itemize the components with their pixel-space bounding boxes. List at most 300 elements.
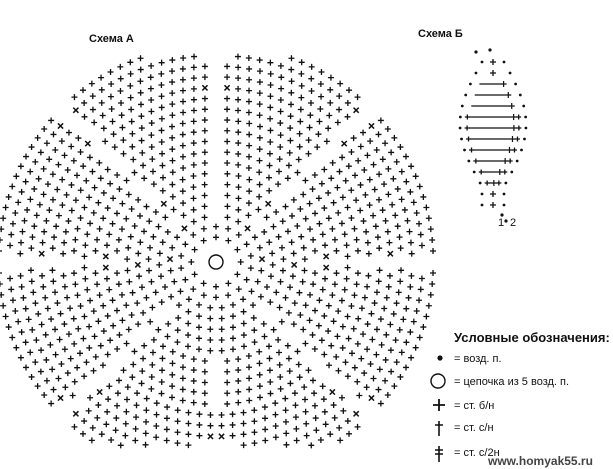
single-crochet-symbol xyxy=(308,76,314,82)
single-crochet-symbol xyxy=(345,418,351,424)
single-crochet-symbol xyxy=(224,379,230,385)
single-crochet-symbol xyxy=(235,97,241,103)
single-crochet-symbol xyxy=(143,419,149,425)
single-crochet-symbol xyxy=(391,135,397,141)
single-crochet-symbol xyxy=(148,63,154,69)
single-crochet-symbol xyxy=(159,379,165,385)
scheme-b-title: Схема Б xyxy=(418,28,463,40)
single-crochet-symbol xyxy=(0,292,4,298)
single-crochet-symbol xyxy=(246,386,252,392)
chain-dot-symbol xyxy=(481,61,484,64)
single-crochet-symbol xyxy=(307,292,313,298)
single-crochet-symbol xyxy=(230,433,236,439)
single-crochet-symbol xyxy=(280,268,286,274)
single-crochet-symbol xyxy=(169,68,175,74)
single-crochet-symbol xyxy=(54,187,60,193)
scheme-a xyxy=(0,33,436,448)
single-crochet-symbol xyxy=(278,108,284,114)
single-crochet-symbol xyxy=(408,163,414,169)
single-crochet-symbol xyxy=(176,302,182,308)
single-crochet-symbol xyxy=(188,259,194,265)
increase-symbol xyxy=(161,201,166,206)
single-crochet-symbol xyxy=(372,187,378,193)
single-crochet-symbol xyxy=(257,90,263,96)
single-crochet-symbol xyxy=(365,321,371,327)
single-crochet-symbol xyxy=(292,402,298,408)
single-crochet-symbol xyxy=(202,192,208,198)
single-crochet-symbol xyxy=(304,433,310,439)
single-crochet-symbol xyxy=(170,349,176,355)
single-crochet-symbol xyxy=(258,294,264,300)
single-crochet-symbol xyxy=(418,286,424,292)
single-crochet-symbol xyxy=(9,334,15,340)
single-crochet-symbol xyxy=(129,312,135,318)
single-crochet-symbol xyxy=(272,412,278,418)
single-crochet-symbol xyxy=(257,146,263,152)
single-crochet-symbol xyxy=(41,392,47,398)
single-crochet-symbol xyxy=(116,332,122,338)
single-crochet-symbol xyxy=(307,226,313,232)
single-crochet-symbol xyxy=(280,256,286,262)
single-crochet-symbol xyxy=(191,378,197,384)
single-crochet-symbol xyxy=(202,139,208,145)
single-crochet-symbol xyxy=(371,162,377,168)
single-crochet-symbol xyxy=(175,327,181,333)
single-crochet-symbol xyxy=(143,204,149,210)
single-crochet-symbol xyxy=(71,424,77,430)
single-crochet-symbol xyxy=(62,284,68,290)
single-crochet-symbol xyxy=(158,273,164,279)
single-crochet-symbol xyxy=(277,156,283,162)
single-crochet-symbol xyxy=(257,182,263,188)
single-crochet-symbol xyxy=(86,408,92,414)
single-crochet-symbol xyxy=(174,234,180,240)
single-crochet-symbol xyxy=(315,131,321,137)
single-crochet-symbol xyxy=(235,118,241,124)
single-crochet-symbol xyxy=(322,242,328,248)
single-crochet-symbol xyxy=(146,218,152,224)
single-crochet-symbol xyxy=(408,240,414,246)
single-crochet-symbol xyxy=(257,135,263,141)
single-crochet-symbol xyxy=(374,289,380,295)
single-crochet-symbol xyxy=(91,368,97,374)
single-crochet-symbol xyxy=(175,429,181,435)
single-crochet-symbol xyxy=(429,281,435,287)
row-number-2: 2 xyxy=(510,217,517,229)
single-crochet-symbol xyxy=(257,372,263,378)
single-crochet-symbol xyxy=(382,140,388,146)
single-crochet-symbol xyxy=(267,299,273,305)
single-crochet-symbol xyxy=(397,144,403,150)
single-crochet-symbol xyxy=(180,364,186,370)
single-crochet-symbol xyxy=(310,377,316,383)
single-crochet-symbol xyxy=(273,289,279,295)
single-crochet-symbol xyxy=(180,397,186,403)
single-crochet-symbol xyxy=(114,270,120,276)
single-crochet-symbol xyxy=(201,292,207,298)
single-crochet-symbol xyxy=(224,96,230,102)
single-crochet-symbol xyxy=(276,168,282,174)
increase-symbol xyxy=(369,395,374,400)
single-crochet-symbol xyxy=(264,214,270,220)
single-crochet-symbol xyxy=(72,379,78,385)
chain-dot-symbol xyxy=(522,105,525,108)
increase-symbol xyxy=(182,226,187,231)
single-crochet-symbol xyxy=(202,117,208,123)
single-crochet-symbol xyxy=(13,173,19,179)
single-crochet-symbol xyxy=(388,369,394,375)
single-crochet-symbol xyxy=(283,204,289,210)
single-crochet-symbol xyxy=(12,210,18,216)
single-crochet-symbol xyxy=(149,374,155,380)
single-crochet-symbol xyxy=(86,345,92,351)
single-crochet-symbol xyxy=(291,321,297,327)
single-crochet-symbol xyxy=(319,337,325,343)
increase-symbol xyxy=(103,254,108,259)
single-crochet-symbol xyxy=(150,168,156,174)
single-crochet-symbol xyxy=(322,276,328,282)
single-crochet-symbol xyxy=(169,90,175,96)
single-crochet-symbol xyxy=(164,438,170,444)
single-crochet-symbol xyxy=(110,195,116,201)
single-crochet-symbol xyxy=(126,327,132,333)
single-crochet-symbol xyxy=(235,367,241,373)
single-crochet-symbol xyxy=(80,431,86,437)
single-crochet-symbol xyxy=(429,237,435,243)
single-crochet-symbol xyxy=(297,312,303,318)
single-crochet-symbol xyxy=(164,426,170,432)
single-crochet-symbol xyxy=(136,273,142,279)
single-crochet-symbol xyxy=(268,273,274,279)
single-crochet-symbol xyxy=(257,79,263,85)
single-crochet-symbol xyxy=(358,182,364,188)
single-crochet-symbol xyxy=(107,181,113,187)
single-crochet-symbol xyxy=(185,343,191,349)
single-crochet-symbol xyxy=(0,281,3,287)
chain-dot-symbol xyxy=(516,160,519,163)
single-crochet-symbol xyxy=(224,192,230,198)
single-crochet-symbol xyxy=(139,125,145,131)
single-crochet-symbol xyxy=(234,247,240,253)
single-crochet-symbol xyxy=(367,138,373,144)
single-crochet-symbol xyxy=(138,67,144,73)
single-crochet-symbol xyxy=(101,190,107,196)
increase-symbol xyxy=(219,434,224,439)
single-crochet-symbol xyxy=(334,333,340,339)
single-crochet-symbol xyxy=(180,353,186,359)
single-crochet-symbol xyxy=(329,292,335,298)
single-crochet-symbol xyxy=(321,313,327,319)
single-crochet-symbol xyxy=(278,132,284,138)
single-crochet-symbol xyxy=(134,390,140,396)
plus-icon xyxy=(433,399,445,411)
single-crochet-symbol xyxy=(388,347,394,353)
single-crochet-symbol xyxy=(19,329,25,335)
single-crochet-symbol xyxy=(342,231,348,237)
single-crochet-symbol xyxy=(27,169,33,175)
single-crochet-symbol xyxy=(277,305,283,311)
single-crochet-symbol xyxy=(303,216,309,222)
single-crochet-symbol xyxy=(430,248,436,254)
single-crochet-symbol xyxy=(411,199,417,205)
single-crochet-symbol xyxy=(246,109,252,115)
single-crochet-symbol xyxy=(312,172,318,178)
single-crochet-symbol xyxy=(191,54,197,60)
single-crochet-symbol xyxy=(288,67,294,73)
single-crochet-symbol xyxy=(48,316,54,322)
single-crochet-symbol xyxy=(246,353,252,359)
single-crochet-symbol xyxy=(345,253,351,259)
single-crochet-symbol xyxy=(120,137,126,143)
single-crochet-symbol xyxy=(299,59,305,65)
single-crochet-symbol xyxy=(385,229,391,235)
single-crochet-symbol xyxy=(230,335,236,341)
single-crochet-symbol xyxy=(90,93,96,99)
single-crochet-symbol xyxy=(246,154,252,160)
single-crochet-symbol xyxy=(273,423,279,429)
single-crochet-symbol xyxy=(0,237,3,243)
single-crochet-symbol xyxy=(100,362,106,368)
single-crochet-symbol xyxy=(87,154,93,160)
single-crochet-symbol xyxy=(318,69,324,75)
single-crochet-symbol xyxy=(261,334,267,340)
single-crochet-symbol xyxy=(296,290,302,296)
single-crochet-symbol xyxy=(368,311,374,317)
single-crochet-symbol xyxy=(72,281,78,287)
single-crochet-symbol xyxy=(130,157,136,163)
single-crochet-symbol xyxy=(329,226,335,232)
single-crochet-symbol xyxy=(512,148,517,153)
single-crochet-symbol xyxy=(246,200,252,206)
single-crochet-symbol xyxy=(357,208,363,214)
single-crochet-symbol xyxy=(326,303,332,309)
single-crochet-symbol xyxy=(370,213,376,219)
single-crochet-symbol xyxy=(306,137,312,143)
single-crochet-symbol xyxy=(61,240,67,246)
single-crochet-symbol xyxy=(74,172,80,178)
single-crochet-symbol xyxy=(213,224,219,230)
single-crochet-symbol xyxy=(84,231,90,237)
single-crochet-symbol xyxy=(343,178,349,184)
single-crochet-symbol xyxy=(43,357,49,363)
single-crochet-symbol xyxy=(391,311,397,317)
single-crochet-symbol xyxy=(269,250,275,256)
single-crochet-symbol xyxy=(148,132,154,138)
single-crochet-symbol xyxy=(71,316,77,322)
dot-icon xyxy=(437,355,442,360)
single-crochet-symbol xyxy=(7,243,13,249)
single-crochet-symbol xyxy=(202,106,208,112)
single-crochet-symbol xyxy=(159,60,165,66)
single-crochet-symbol xyxy=(41,191,47,197)
legend-text-ring: = цепочка из 5 возд. п. xyxy=(454,376,570,388)
single-crochet-symbol xyxy=(292,300,298,306)
single-crochet-symbol xyxy=(126,279,132,285)
single-crochet-symbol xyxy=(321,351,327,357)
single-crochet-symbol xyxy=(81,418,87,424)
single-crochet-symbol xyxy=(352,172,358,178)
single-crochet-symbol xyxy=(419,243,425,249)
single-crochet-symbol xyxy=(94,415,100,421)
single-crochet-symbol xyxy=(364,346,370,352)
single-crochet-symbol xyxy=(196,346,202,352)
single-crochet-symbol xyxy=(106,287,112,293)
single-crochet-symbol xyxy=(191,86,197,92)
single-crochet-symbol xyxy=(55,375,61,381)
single-crochet-symbol xyxy=(326,112,332,118)
single-crochet-symbol xyxy=(272,400,278,406)
single-crochet-symbol xyxy=(496,181,501,186)
single-crochet-symbol xyxy=(235,129,241,135)
single-crochet-symbol xyxy=(17,251,23,257)
single-crochet-symbol xyxy=(81,100,87,106)
legend-text-dc: = ст. с/н xyxy=(454,422,494,434)
single-crochet-symbol xyxy=(190,286,196,292)
single-crochet-symbol xyxy=(0,303,6,309)
single-crochet-symbol xyxy=(407,284,413,290)
single-crochet-symbol xyxy=(376,197,382,203)
single-crochet-symbol xyxy=(50,131,56,137)
single-crochet-symbol xyxy=(394,159,400,165)
single-crochet-symbol xyxy=(81,205,87,211)
single-crochet-symbol xyxy=(191,162,197,168)
single-crochet-symbol xyxy=(41,166,47,172)
single-crochet-symbol xyxy=(372,300,378,306)
double-crochet-symbol xyxy=(474,147,513,153)
single-crochet-symbol xyxy=(104,276,110,282)
single-crochet-symbol xyxy=(288,90,294,96)
single-crochet-symbol xyxy=(376,131,382,137)
chain-dot-symbol xyxy=(523,138,526,141)
center-chain-ring-icon xyxy=(209,255,223,269)
single-crochet-symbol xyxy=(252,339,258,345)
single-crochet-symbol xyxy=(256,194,262,200)
single-crochet-symbol xyxy=(64,192,70,198)
single-crochet-symbol xyxy=(148,279,154,285)
single-crochet-symbol xyxy=(71,158,77,164)
single-crochet-symbol xyxy=(186,296,192,302)
single-crochet-symbol xyxy=(345,373,351,379)
single-crochet-symbol xyxy=(278,279,284,285)
single-crochet-symbol xyxy=(201,238,207,244)
single-crochet-symbol xyxy=(354,237,360,243)
single-crochet-symbol xyxy=(386,284,392,290)
single-crochet-symbol xyxy=(159,104,165,110)
single-crochet-symbol xyxy=(420,324,426,330)
single-crochet-symbol xyxy=(117,88,123,94)
single-crochet-symbol xyxy=(160,343,166,349)
single-crochet-symbol xyxy=(310,332,316,338)
increase-symbol xyxy=(259,257,264,262)
single-crochet-symbol xyxy=(99,87,105,93)
single-crochet-symbol xyxy=(78,187,84,193)
increase-symbol xyxy=(324,265,329,270)
single-crochet-symbol xyxy=(332,415,338,421)
single-crochet-symbol xyxy=(56,213,62,219)
single-crochet-symbol xyxy=(174,339,180,345)
single-crochet-symbol xyxy=(262,404,268,410)
single-crochet-symbol xyxy=(191,118,197,124)
scheme-a-circle-chart xyxy=(0,54,436,449)
double-crochet-symbol xyxy=(489,180,497,186)
single-crochet-symbol xyxy=(159,116,165,122)
single-crochet-symbol xyxy=(53,223,59,229)
single-crochet-symbol xyxy=(266,343,272,349)
single-crochet-symbol xyxy=(28,245,34,251)
single-crochet-symbol xyxy=(129,119,135,125)
single-crochet-symbol xyxy=(246,364,252,370)
single-crochet-symbol xyxy=(224,369,230,375)
single-crochet-symbol xyxy=(339,154,345,160)
single-crochet-symbol xyxy=(35,311,41,317)
single-crochet-symbol xyxy=(392,212,398,218)
single-crochet-symbol xyxy=(154,400,160,406)
single-crochet-symbol xyxy=(244,277,250,283)
single-crochet-symbol xyxy=(266,175,272,181)
single-crochet-symbol xyxy=(99,100,105,106)
single-crochet-symbol xyxy=(241,420,247,426)
single-crochet-symbol xyxy=(52,326,58,332)
single-crochet-symbol xyxy=(131,348,137,354)
single-crochet-symbol xyxy=(403,306,409,312)
single-crochet-symbol xyxy=(57,336,63,342)
single-crochet-symbol xyxy=(202,171,208,177)
single-crochet-symbol xyxy=(287,284,293,290)
single-crochet-symbol xyxy=(502,170,507,175)
single-crochet-symbol xyxy=(257,394,263,400)
single-crochet-symbol xyxy=(301,268,307,274)
single-crochet-symbol xyxy=(328,175,334,181)
single-crochet-symbol xyxy=(297,206,303,212)
single-crochet-symbol xyxy=(61,321,67,327)
single-crochet-symbol xyxy=(319,181,325,187)
single-crochet-symbol xyxy=(224,171,230,177)
single-crochet-symbol xyxy=(264,284,270,290)
single-crochet-symbol xyxy=(105,313,111,319)
single-crochet-symbol xyxy=(367,202,373,208)
single-crochet-symbol xyxy=(110,323,116,329)
single-crochet-symbol xyxy=(165,334,171,340)
single-crochet-symbol xyxy=(235,400,241,406)
single-crochet-symbol xyxy=(111,131,117,137)
single-crochet-symbol xyxy=(75,292,81,298)
single-crochet-symbol xyxy=(397,234,403,240)
single-crochet-symbol xyxy=(490,70,496,76)
single-crochet-symbol xyxy=(124,397,130,403)
single-crochet-symbol xyxy=(277,374,283,380)
single-crochet-symbol xyxy=(92,185,98,191)
increase-symbol xyxy=(224,85,229,90)
single-crochet-symbol xyxy=(407,329,413,335)
single-crochet-symbol xyxy=(9,184,15,190)
single-crochet-symbol xyxy=(331,318,337,324)
single-crochet-symbol xyxy=(165,321,171,327)
single-crochet-symbol xyxy=(108,69,114,75)
single-crochet-symbol xyxy=(191,195,197,201)
legend-row-ring xyxy=(431,374,569,388)
single-crochet-symbol xyxy=(219,423,225,429)
chain-dot-symbol xyxy=(503,61,506,64)
single-crochet-symbol xyxy=(280,218,286,224)
single-crochet-symbol xyxy=(257,57,263,63)
single-crochet-symbol xyxy=(307,125,313,131)
single-crochet-symbol xyxy=(225,292,231,298)
single-crochet-symbol xyxy=(297,144,303,150)
single-crochet-symbol xyxy=(267,355,273,361)
single-crochet-symbol xyxy=(355,248,361,254)
single-crochet-symbol xyxy=(53,352,59,358)
single-crochet-symbol xyxy=(224,128,230,134)
